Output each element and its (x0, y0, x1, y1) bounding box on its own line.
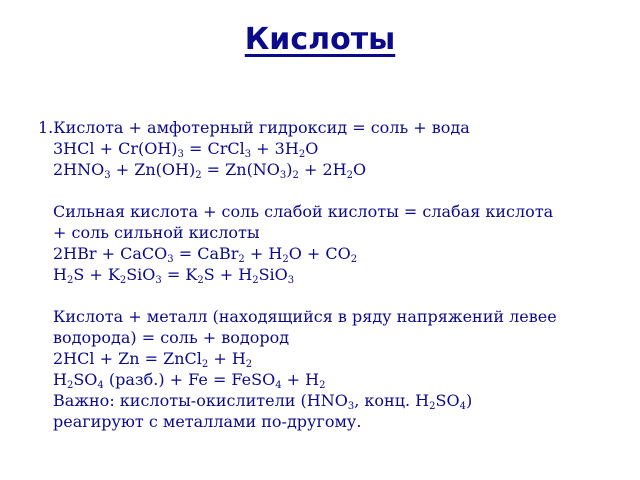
text-line: Кислота + амфотерный гидроксид = соль + вода (53, 118, 470, 137)
note-line: реагируют с металлами по-другому. (53, 412, 362, 431)
section-1-line-1 (38, 117, 628, 138)
note-line: Важно: кислоты-окислители ($HNO_3$, конц. $H_2SO_4$) (53, 391, 473, 412)
text-line: водорода) = соль + водород (53, 328, 290, 347)
text-line: Кислота + металл (находящийся в ряду напряжений левее (53, 307, 557, 326)
spacer (38, 285, 628, 306)
equation-line: 2HBr + CaCO$_3$ = CaBr$_2$ + $H_2O + CO_2$ (53, 244, 358, 265)
equation-line: $2HNO_3 + Zn(OH)_2 = Zn(NO_3)_2 + 2H_2O$ (53, 160, 367, 181)
text-line: Сильная кислота + соль слабой кислоты = слабая кислота (53, 202, 554, 221)
page-title: Кислоты (244, 22, 396, 57)
content-body (38, 117, 628, 432)
equation-line: $3HCl + Cr(OH)_3$ = CrCl$_3$ + $3H_2O$ (53, 139, 319, 160)
item-number: 1. (38, 118, 54, 137)
text-line: + соль сильной кислоты (53, 223, 260, 242)
equation-line: 2HCl + Zn = ZnCl$_2$ + $H_2$ (53, 349, 253, 370)
equation-line: $H_2SO_4$ (разб.) + Fe = FeSO$_4$ + $H_2$ (53, 370, 326, 391)
spacer (38, 180, 628, 201)
equation-line: $H_2S + K_2SiO_3 = K_2S + H_2SiO_3$ (53, 265, 295, 286)
